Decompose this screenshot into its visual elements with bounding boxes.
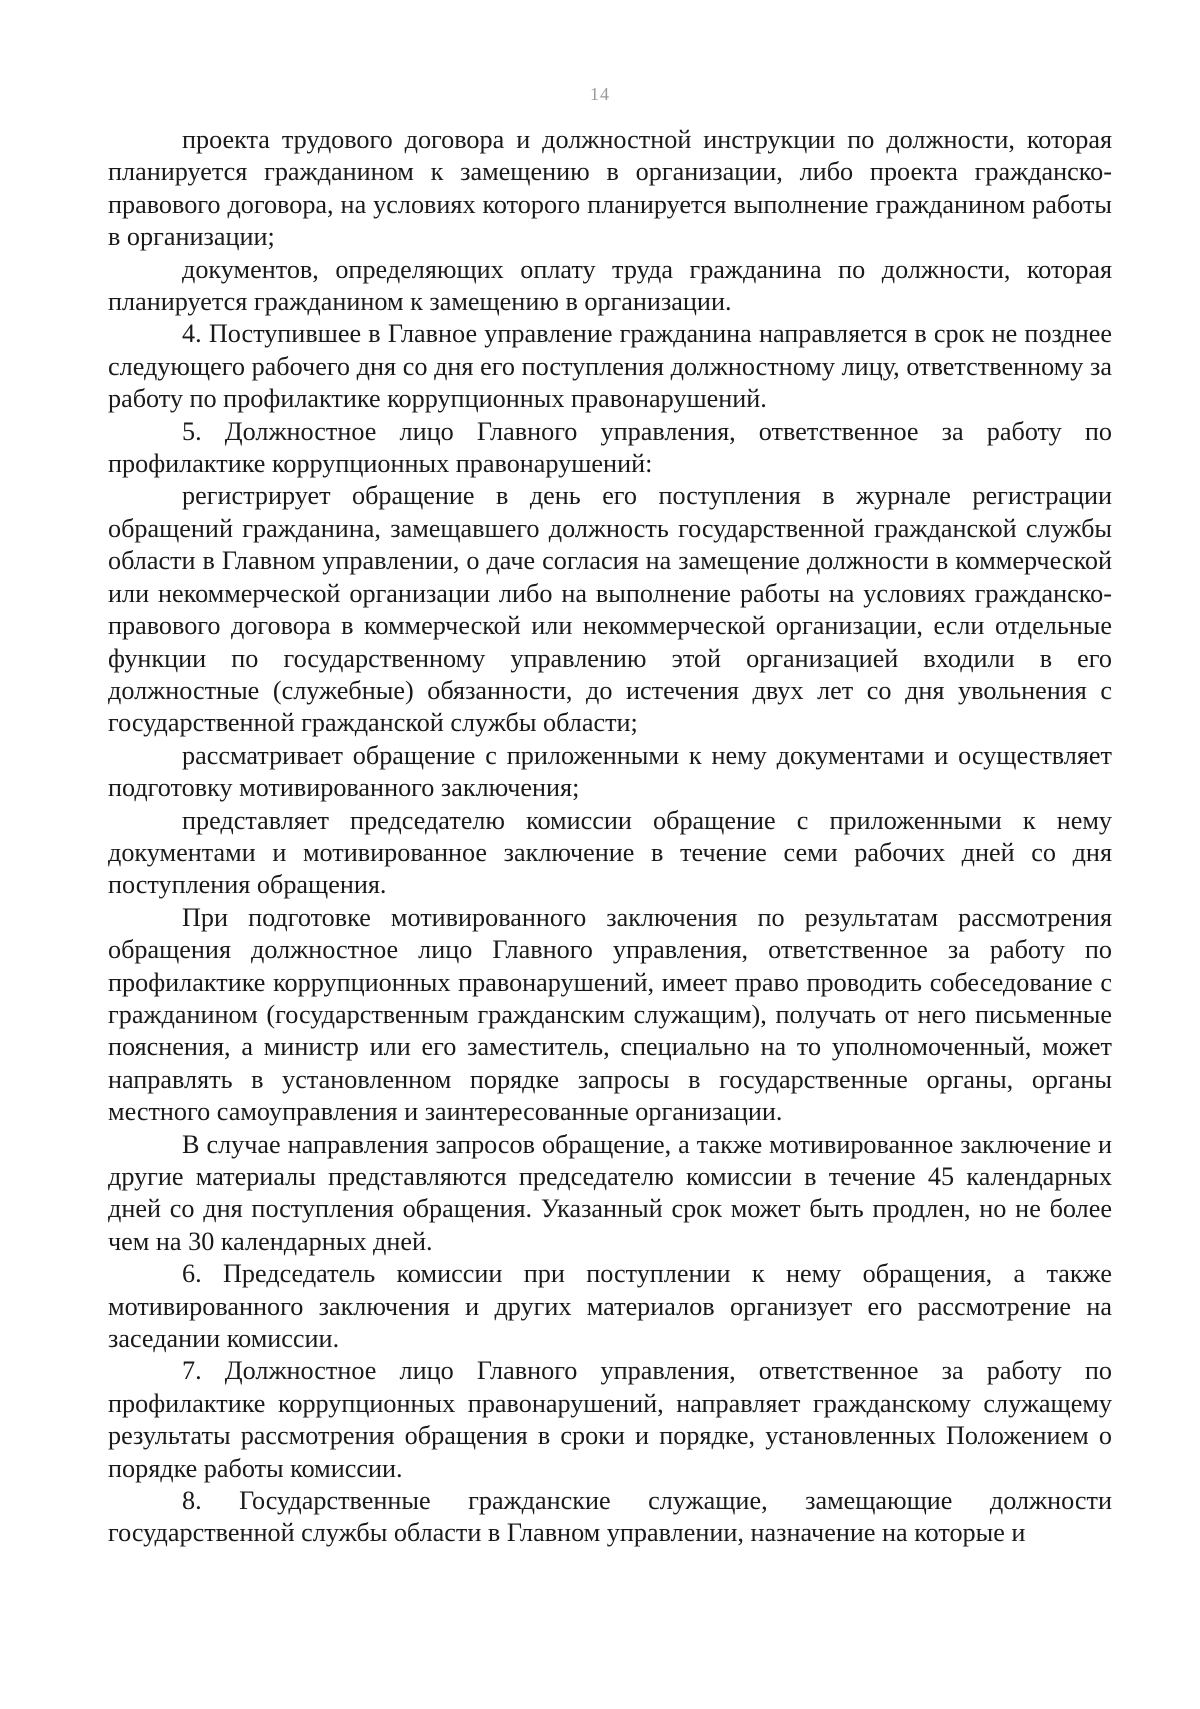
- paragraph-reviews-appeal: рассматривает обращение с приложенными к нему документами и осуществляет подготовку мотивированного заключения;: [108, 740, 1112, 803]
- paragraph-preparing-conclusion: При подготовке мотивированного заключения по результатам рассмотрения обращения должностное лицо Главного управления, ответственное за работу по профилактике коррупционных правонарушений, имеет право проводить собеседование с гражданином (государственным гражданским служащим), получать от него письменные пояснения, а министр или его заместитель, специально на то уполномоченный, может направлять в установленном порядке запросы в государственные органы, органы местного самоуправления и заинтересованные организации.: [108, 902, 1112, 1127]
- page-number: 14: [590, 84, 610, 104]
- paragraph-payment-documents: документов, определяющих оплату труда гражданина по должности, которая планируется гражданином к замещению в организации.: [108, 254, 1112, 317]
- paragraph-labor-contract-draft: проекта трудового договора и должностной инструкции по должности, которая планируется гражданином к замещению в организации, либо проекта гражданско-правового договора, на условиях которого планируется выполнение гражданином работы в организации;: [108, 125, 1112, 252]
- paragraph-item-8: 8. Государственные гражданские служащие, замещающие должности государственной службы области в Главном управлении, назначение на которые и: [108, 1486, 1112, 1548]
- paragraph-item-4: 4. Поступившее в Главное управление гражданина направляется в срок не позднее следующего рабочего дня со дня его поступления должностному лицу, ответственному за работу по профилактике коррупционных правонарушений.: [108, 319, 1112, 414]
- paragraph-item-7: 7. Должностное лицо Главного управления, ответственное за работу по профилактике коррупционных правонарушений, направляет гражданскому служащему результаты рассмотрения обращения в сроки и порядке, установленных Положением о порядке работы комиссии.: [108, 1356, 1112, 1483]
- paragraph-registers-appeal: регистрирует обращение в день его поступления в журнале регистрации обращений гражданина, замещавшего должность государственной гражданской службы области в Главном управлении, о даче согласия на замещение должности в коммерческой или некоммерческой организации либо на выполнение работы на условиях гражданско-правового договора в коммерческой или некоммерческой организации, если отдельные функции по государственному управлению этой организацией входили в его должностные (служебные) обязанности, до истечения двух лет со дня увольнения с государственной гражданской службы области;: [108, 481, 1112, 738]
- paragraph-submits-to-chairman: представляет председателю комиссии обращение с приложенными к нему документами и мотивированное заключение в течение семи рабочих дней со дня поступления обращения.: [108, 805, 1112, 900]
- paragraph-requests-deadline: В случае направления запросов обращение, а также мотивированное заключение и другие материалы представляются председателю комиссии в течение 45 календарных дней со дня поступления обращения. Указанный срок может быть продлен, но не более чем на 30 календарных дней.: [108, 1129, 1112, 1256]
- paragraph-item-5: 5. Должностное лицо Главного управления, ответственное за работу по профилактике коррупционных правонарушений:: [108, 416, 1112, 479]
- paragraph-item-6: 6. Председатель комиссии при поступлении к нему обращения, а также мотивированного заключения и других материалов организует его рассмотрение на заседании комиссии.: [108, 1259, 1112, 1354]
- document-body: [108, 124, 1112, 1550]
